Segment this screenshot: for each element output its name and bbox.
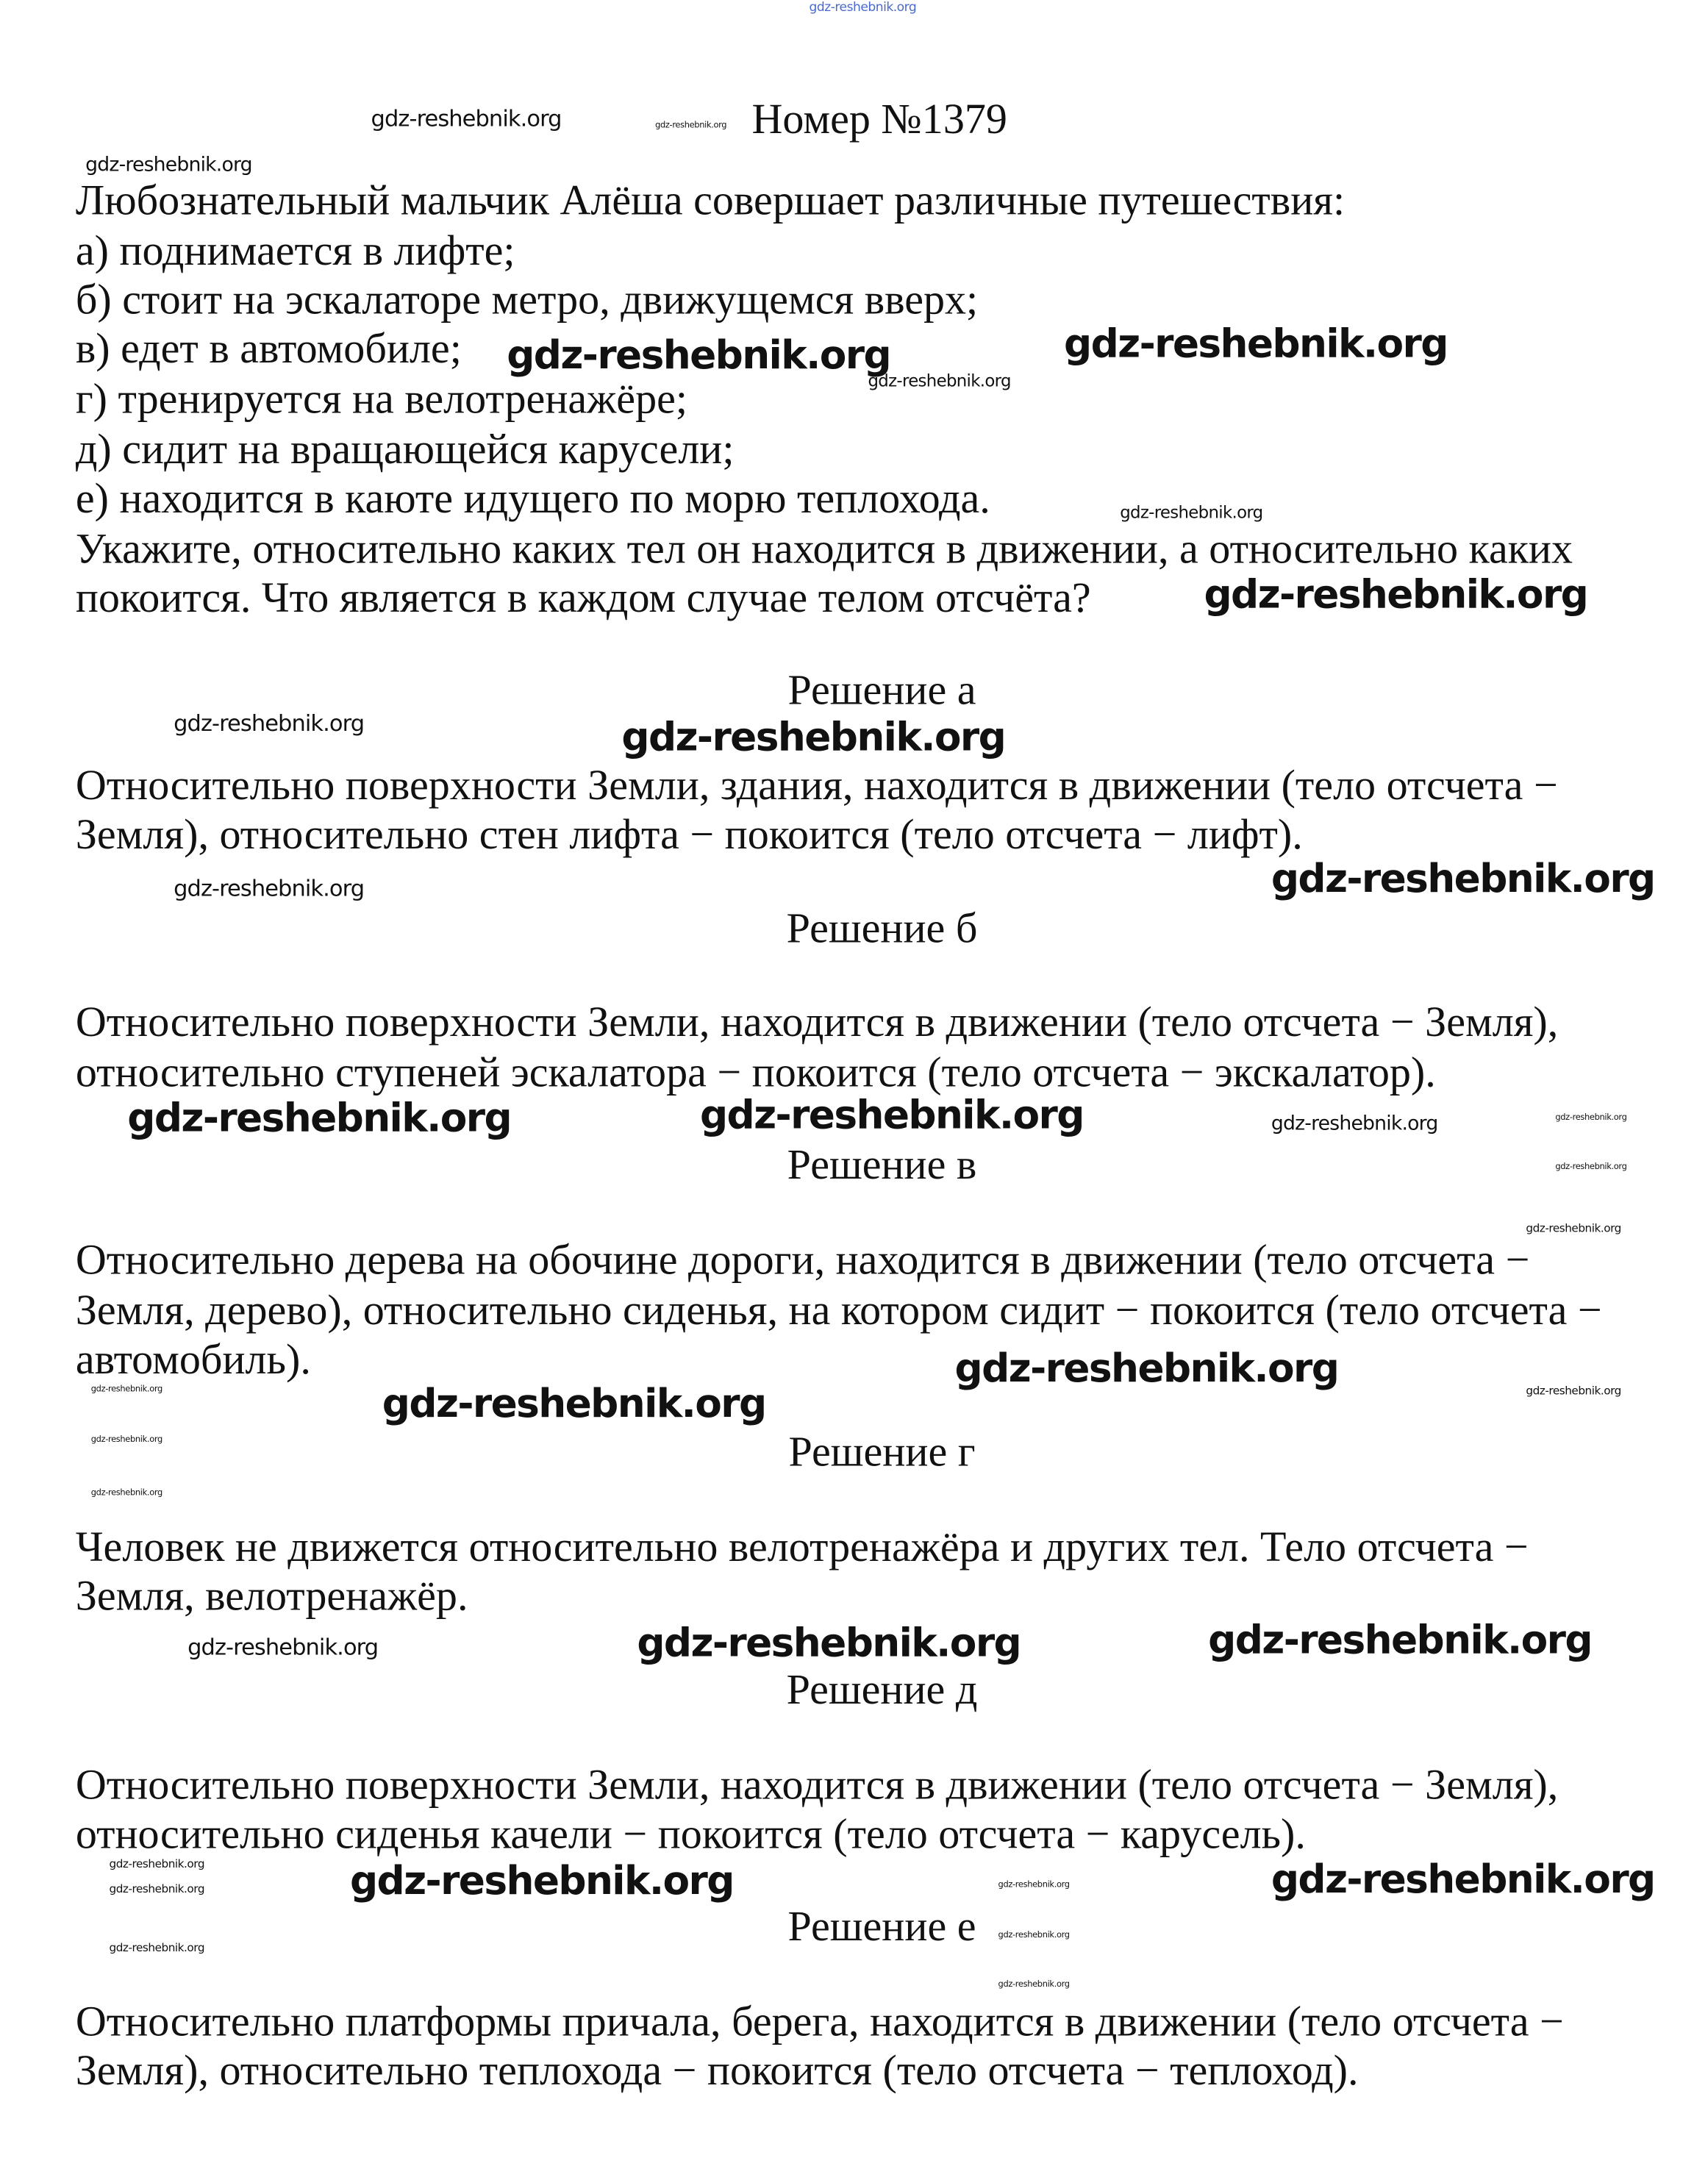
watermark: gdz-reshebnik.org — [1064, 321, 1448, 367]
watermark: gdz-reshebnik.org — [655, 120, 727, 131]
watermark: gdz-reshebnik.org — [700, 1092, 1084, 1138]
watermark: gdz-reshebnik.org — [1208, 1617, 1592, 1663]
watermark: gdz-reshebnik.org — [382, 1380, 766, 1427]
watermark: gdz-reshebnik.org — [998, 1979, 1070, 1990]
watermark: gdz-reshebnik.org — [187, 1633, 379, 1661]
solution-heading: Решение г — [788, 1428, 976, 1476]
watermark: gdz-reshebnik.org — [127, 1094, 512, 1141]
solution-heading: Решение е — [787, 1902, 976, 1951]
solution-line: Человек не движется относительно велотренажёра и других тел. Тело отсчета − — [75, 1523, 1529, 1571]
solution-heading: Решение б — [786, 904, 978, 952]
solution-heading: Решение а — [787, 666, 976, 715]
watermark: gdz-reshebnik.org — [998, 1880, 1070, 1890]
watermark: gdz-reshebnik.org — [85, 154, 252, 176]
solution-heading: Решение д — [786, 1665, 978, 1714]
watermark: gdz-reshebnik.org — [1271, 1112, 1438, 1136]
task-line: е) находится в каюте идущего по морю теплохода. — [75, 474, 990, 523]
watermark: gdz-reshebnik.org — [1204, 571, 1588, 618]
watermark: gdz-reshebnik.org — [998, 1930, 1070, 1940]
solution-line: Земля), относительно теплохода − покоится (тело отсчета − теплоход). — [75, 2046, 1359, 2095]
watermark: gdz-reshebnik.org — [954, 1345, 1339, 1392]
watermark: gdz-reshebnik.org — [507, 332, 891, 379]
solution-line: Земля), относительно стен лифта − покоится (тело отсчета − лифт). — [75, 810, 1303, 859]
watermark: gdz-reshebnik.org — [109, 1857, 205, 1870]
task-line: Укажите, относительно каких тел он находится в движении, а относительно каких — [75, 525, 1573, 573]
watermark: gdz-reshebnik.org — [90, 1384, 162, 1395]
watermark: gdz-reshebnik.org — [1526, 1222, 1621, 1235]
watermark: gdz-reshebnik.org — [174, 710, 365, 737]
solution-line: относительно сиденья качели − покоится (тело отсчета − карусель). — [75, 1809, 1306, 1858]
solution-line: Относительно поверхности Земли, находится в движении (тело отсчета − Земля), — [75, 998, 1559, 1046]
task-line: в) едет в автомобиле; — [75, 324, 462, 373]
watermark: gdz-reshebnik.org — [1271, 1856, 1655, 1903]
solution-line: Относительно поверхности Земли, находится в движении (тело отсчета − Земля), — [75, 1761, 1559, 1809]
page-title: Номер №1379 — [751, 95, 1007, 143]
watermark: gdz-reshebnik.org — [109, 1882, 205, 1896]
task-line: покоится. Что является в каждом случае телом отсчёта? — [75, 573, 1091, 622]
watermark: gdz-reshebnik.org — [809, 1, 917, 15]
solution-line: Земля, дерево), относительно сиденья, на котором сидит − покоится (тело отсчета − — [75, 1286, 1602, 1334]
watermark: gdz-reshebnik.org — [621, 714, 1006, 760]
task-line: а) поднимается в лифте; — [75, 226, 515, 275]
task-line: г) тренируется на велотренажёре; — [75, 375, 688, 424]
solution-heading: Решение в — [787, 1140, 977, 1189]
watermark: gdz-reshebnik.org — [637, 1619, 1021, 1666]
watermark: gdz-reshebnik.org — [1526, 1384, 1621, 1398]
solution-line: автомобиль). — [75, 1335, 311, 1384]
watermark: gdz-reshebnik.org — [1555, 1112, 1627, 1123]
watermark: gdz-reshebnik.org — [109, 1941, 205, 1954]
watermark: gdz-reshebnik.org — [1555, 1162, 1627, 1172]
watermark: gdz-reshebnik.org — [350, 1857, 734, 1904]
solution-line: относительно ступеней эскалатора − покоится (тело отсчета − экскалатор). — [75, 1048, 1436, 1096]
solution-line: Относительно дерева на обочине дороги, находится в движении (тело отсчета − — [75, 1236, 1530, 1284]
watermark: gdz-reshebnik.org — [90, 1487, 162, 1498]
watermark: gdz-reshebnik.org — [90, 1434, 162, 1445]
solution-line: Относительно поверхности Земли, здания, находится в движении (тело отсчета − — [75, 761, 1558, 810]
solution-line: Земля, велотренажёр. — [75, 1572, 468, 1620]
watermark: gdz-reshebnik.org — [1120, 502, 1263, 523]
solution-line: Относительно платформы причала, берега, находится в движении (тело отсчета − — [75, 1998, 1564, 2045]
task-line: Любознательный мальчик Алёша совершает различные путешествия: — [75, 176, 1346, 224]
watermark: gdz-reshebnik.org — [1271, 855, 1655, 902]
watermark: gdz-reshebnik.org — [371, 104, 562, 132]
watermark: gdz-reshebnik.org — [868, 371, 1011, 391]
task-line: б) стоит на эскалаторе метро, движущемся вверх; — [75, 276, 979, 324]
watermark: gdz-reshebnik.org — [174, 875, 365, 902]
task-line: д) сидит на вращающейся карусели; — [75, 425, 735, 473]
